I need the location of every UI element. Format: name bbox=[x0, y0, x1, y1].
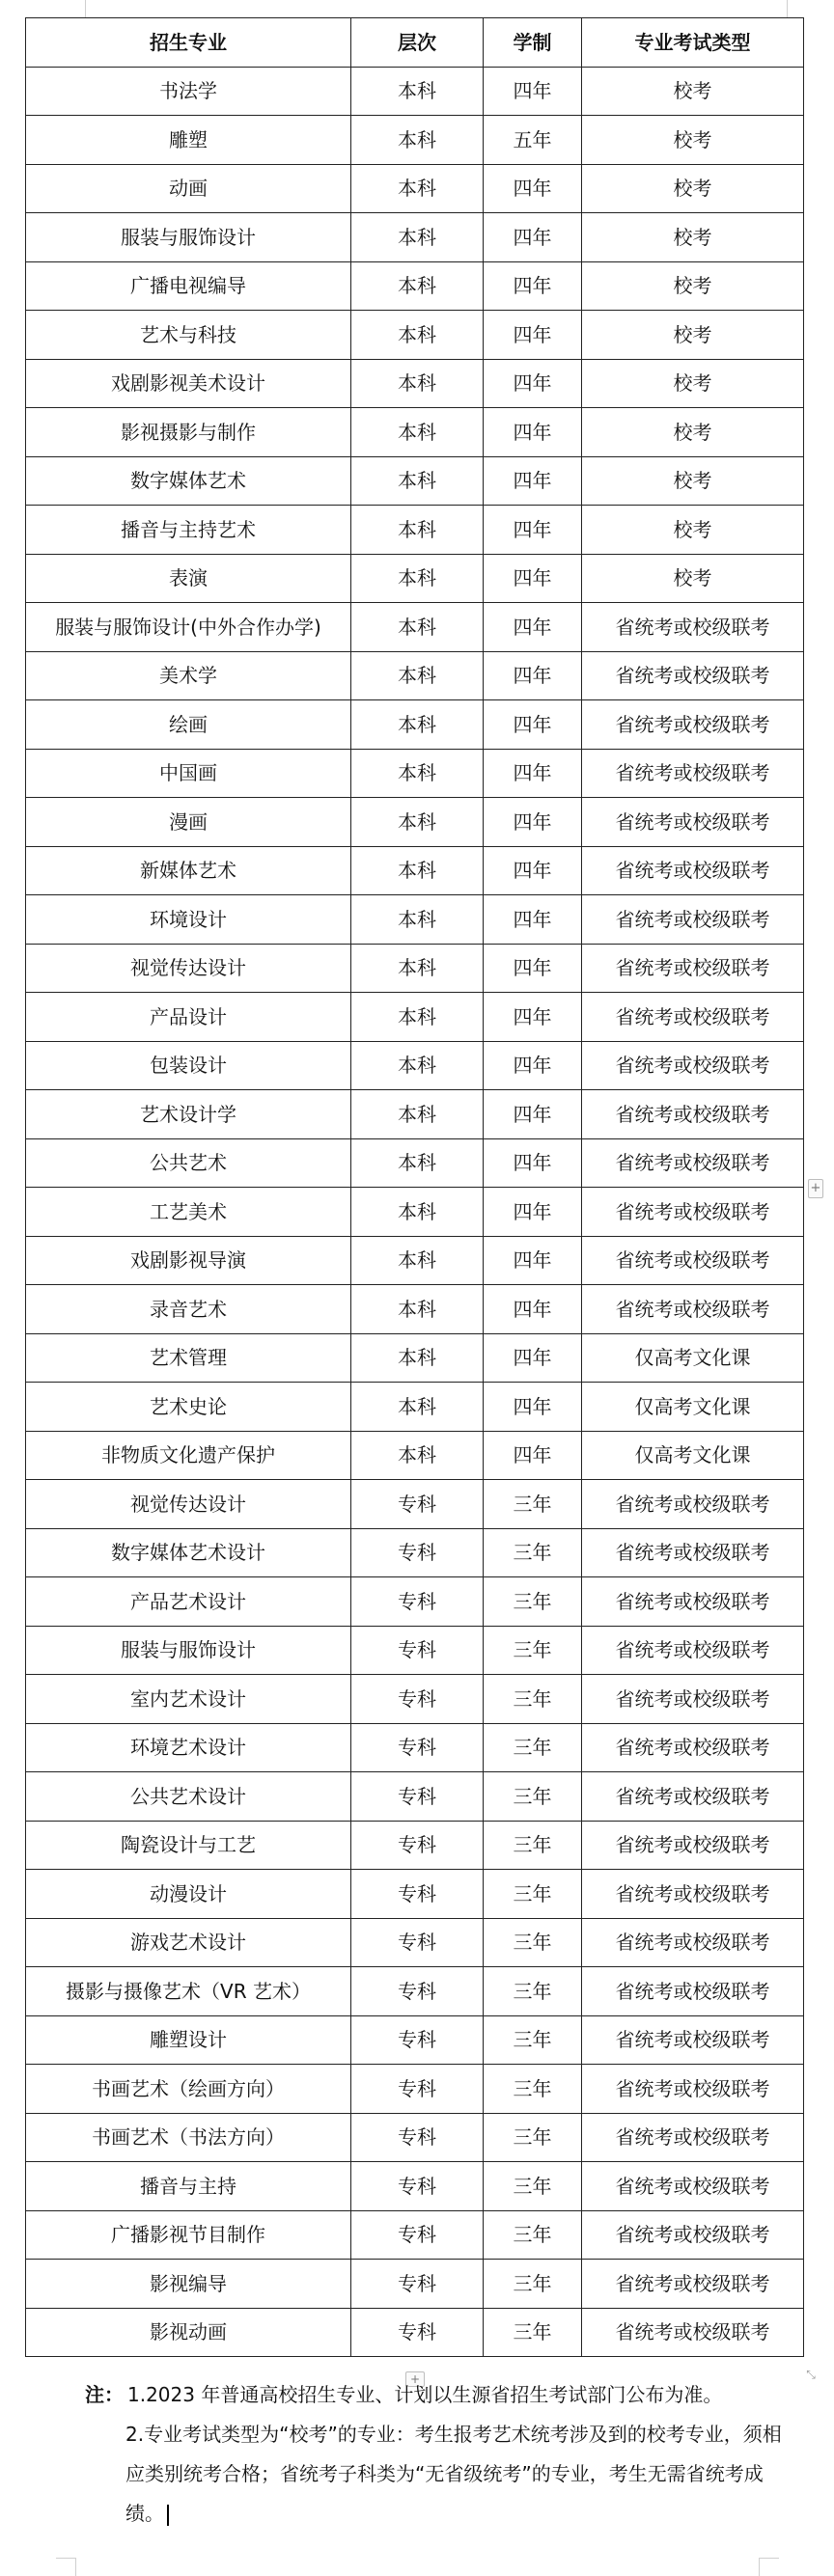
level-cell[interactable]: 本科 bbox=[351, 700, 484, 750]
table-row bbox=[26, 1041, 804, 1090]
exam-type-cell[interactable]: 省统考或校级联考 bbox=[582, 1918, 804, 1967]
duration-cell[interactable]: 三年 bbox=[484, 2210, 582, 2260]
duration-cell[interactable]: 四年 bbox=[484, 749, 582, 798]
level-cell[interactable]: 专科 bbox=[351, 2210, 484, 2260]
exam-type-cell[interactable]: 省统考或校级联考 bbox=[582, 1528, 804, 1577]
exam-type-cell[interactable]: 省统考或校级联考 bbox=[582, 2162, 804, 2211]
exam-type-cell[interactable]: 省统考或校级联考 bbox=[582, 798, 804, 847]
table-row bbox=[26, 1090, 804, 1139]
major-cell[interactable]: 广播电视编导 bbox=[26, 261, 351, 311]
duration-cell[interactable]: 三年 bbox=[484, 2113, 582, 2162]
table-row bbox=[26, 2308, 804, 2357]
level-cell[interactable]: 本科 bbox=[351, 993, 484, 1042]
duration-cell[interactable]: 四年 bbox=[484, 359, 582, 408]
text-cursor bbox=[167, 2505, 169, 2526]
major-cell[interactable]: 公共艺术设计 bbox=[26, 1772, 351, 1822]
exam-type-cell[interactable]: 仅高考文化课 bbox=[582, 1333, 804, 1383]
duration-cell[interactable]: 四年 bbox=[484, 1285, 582, 1334]
major-cell[interactable]: 艺术设计学 bbox=[26, 1090, 351, 1139]
exam-type-cell[interactable]: 校考 bbox=[582, 67, 804, 116]
major-cell[interactable]: 产品艺术设计 bbox=[26, 1577, 351, 1627]
duration-cell[interactable]: 三年 bbox=[484, 1675, 582, 1724]
major-cell[interactable]: 影视编导 bbox=[26, 2260, 351, 2309]
margin-guide-right bbox=[787, 0, 788, 17]
duration-cell[interactable]: 三年 bbox=[484, 1723, 582, 1772]
level-cell[interactable]: 本科 bbox=[351, 554, 484, 603]
level-cell[interactable]: 本科 bbox=[351, 261, 484, 311]
table-row bbox=[26, 1821, 804, 1870]
exam-type-cell[interactable]: 省统考或校级联考 bbox=[582, 2015, 804, 2065]
exam-type-cell[interactable]: 省统考或校级联考 bbox=[582, 1870, 804, 1919]
table-row bbox=[26, 798, 804, 847]
exam-type-cell[interactable]: 省统考或校级联考 bbox=[582, 1480, 804, 1529]
level-cell[interactable]: 本科 bbox=[351, 798, 484, 847]
major-cell[interactable]: 书画艺术（书法方向） bbox=[26, 2113, 351, 2162]
duration-cell[interactable]: 四年 bbox=[484, 554, 582, 603]
header-level[interactable]: 层次 bbox=[351, 18, 484, 68]
table-row bbox=[26, 1675, 804, 1724]
header-major[interactable]: 招生专业 bbox=[26, 18, 351, 68]
major-cell[interactable]: 新媒体艺术 bbox=[26, 846, 351, 895]
duration-cell[interactable]: 四年 bbox=[484, 67, 582, 116]
exam-type-cell[interactable]: 省统考或校级联考 bbox=[582, 603, 804, 652]
table-row bbox=[26, 116, 804, 165]
table-row bbox=[26, 1285, 804, 1334]
table-row bbox=[26, 1188, 804, 1237]
exam-type-cell[interactable]: 省统考或校级联考 bbox=[582, 944, 804, 993]
table-row bbox=[26, 164, 804, 213]
major-cell[interactable]: 产品设计 bbox=[26, 993, 351, 1042]
level-cell[interactable]: 专科 bbox=[351, 2260, 484, 2309]
duration-cell[interactable]: 三年 bbox=[484, 1626, 582, 1675]
major-cell[interactable]: 广播影视节目制作 bbox=[26, 2210, 351, 2260]
exam-type-cell[interactable]: 校考 bbox=[582, 456, 804, 506]
duration-cell[interactable]: 三年 bbox=[484, 1967, 582, 2016]
major-cell[interactable]: 播音与主持艺术 bbox=[26, 506, 351, 555]
exam-type-cell[interactable]: 校考 bbox=[582, 164, 804, 213]
major-cell[interactable]: 中国画 bbox=[26, 749, 351, 798]
major-cell[interactable]: 工艺美术 bbox=[26, 1188, 351, 1237]
level-cell[interactable]: 专科 bbox=[351, 2065, 484, 2114]
duration-cell[interactable]: 四年 bbox=[484, 1188, 582, 1237]
major-cell[interactable]: 包装设计 bbox=[26, 1041, 351, 1090]
duration-cell[interactable]: 四年 bbox=[484, 846, 582, 895]
level-cell[interactable]: 本科 bbox=[351, 603, 484, 652]
level-cell[interactable]: 本科 bbox=[351, 1090, 484, 1139]
level-cell[interactable]: 本科 bbox=[351, 311, 484, 360]
level-cell[interactable]: 本科 bbox=[351, 1041, 484, 1090]
major-cell[interactable]: 非物质文化遗产保护 bbox=[26, 1431, 351, 1480]
level-cell[interactable]: 本科 bbox=[351, 1431, 484, 1480]
table-row bbox=[26, 1772, 804, 1822]
duration-cell[interactable]: 四年 bbox=[484, 1138, 582, 1188]
duration-cell[interactable]: 四年 bbox=[484, 164, 582, 213]
level-cell[interactable]: 专科 bbox=[351, 2113, 484, 2162]
exam-type-cell[interactable]: 省统考或校级联考 bbox=[582, 1772, 804, 1822]
level-cell[interactable]: 专科 bbox=[351, 2162, 484, 2211]
table-row bbox=[26, 213, 804, 262]
level-cell[interactable]: 专科 bbox=[351, 1723, 484, 1772]
major-cell[interactable]: 服装与服饰设计 bbox=[26, 1626, 351, 1675]
major-cell[interactable]: 绘画 bbox=[26, 700, 351, 750]
level-cell[interactable]: 本科 bbox=[351, 1383, 484, 1432]
major-cell[interactable]: 游戏艺术设计 bbox=[26, 1918, 351, 1967]
duration-cell[interactable]: 三年 bbox=[484, 1577, 582, 1627]
major-cell[interactable]: 雕塑设计 bbox=[26, 2015, 351, 2065]
major-cell[interactable]: 戏剧影视导演 bbox=[26, 1236, 351, 1285]
level-cell[interactable]: 本科 bbox=[351, 846, 484, 895]
duration-cell[interactable]: 四年 bbox=[484, 1333, 582, 1383]
major-cell[interactable]: 摄影与摄像艺术（VR 艺术） bbox=[26, 1967, 351, 2016]
exam-type-cell[interactable]: 省统考或校级联考 bbox=[582, 1188, 804, 1237]
add-column-icon[interactable]: + bbox=[808, 1179, 823, 1198]
duration-cell[interactable]: 四年 bbox=[484, 993, 582, 1042]
duration-cell[interactable]: 四年 bbox=[484, 1431, 582, 1480]
level-cell[interactable]: 专科 bbox=[351, 1675, 484, 1724]
duration-cell[interactable]: 四年 bbox=[484, 311, 582, 360]
major-cell[interactable]: 视觉传达设计 bbox=[26, 944, 351, 993]
table-row bbox=[26, 603, 804, 652]
table-row bbox=[26, 651, 804, 700]
table-body bbox=[26, 67, 804, 2357]
duration-cell[interactable]: 三年 bbox=[484, 1821, 582, 1870]
note-line-2 bbox=[85, 2415, 799, 2534]
major-cell[interactable]: 表演 bbox=[26, 554, 351, 603]
level-cell[interactable]: 本科 bbox=[351, 944, 484, 993]
table-resize-icon[interactable]: ⤡ bbox=[806, 2368, 816, 2381]
page-corner-mark-left bbox=[56, 2558, 76, 2576]
exam-type-cell[interactable]: 校考 bbox=[582, 116, 804, 165]
major-cell[interactable]: 书法学 bbox=[26, 67, 351, 116]
duration-cell[interactable]: 四年 bbox=[484, 1041, 582, 1090]
level-cell[interactable]: 专科 bbox=[351, 1918, 484, 1967]
exam-type-cell[interactable]: 仅高考文化课 bbox=[582, 1431, 804, 1480]
level-cell[interactable]: 本科 bbox=[351, 506, 484, 555]
major-cell[interactable]: 录音艺术 bbox=[26, 1285, 351, 1334]
duration-cell[interactable]: 三年 bbox=[484, 1870, 582, 1919]
duration-cell[interactable]: 四年 bbox=[484, 213, 582, 262]
exam-type-cell[interactable]: 省统考或校级联考 bbox=[582, 895, 804, 945]
duration-cell[interactable]: 三年 bbox=[484, 2065, 582, 2114]
level-cell[interactable]: 专科 bbox=[351, 1821, 484, 1870]
exam-type-cell[interactable]: 省统考或校级联考 bbox=[582, 1723, 804, 1772]
note-2-text: 2.专业考试类型为“校考”的专业：考生报考艺术统考涉及到的校考专业，须相应类别统考合格；省统考子科类为“无省级统考”的专业，考生无需省统考成绩。 bbox=[125, 2423, 782, 2525]
majors-table[interactable] bbox=[25, 17, 804, 2357]
exam-type-cell[interactable]: 省统考或校级联考 bbox=[582, 700, 804, 750]
exam-type-cell[interactable]: 校考 bbox=[582, 213, 804, 262]
exam-type-cell[interactable]: 省统考或校级联考 bbox=[582, 1675, 804, 1724]
exam-type-cell[interactable]: 省统考或校级联考 bbox=[582, 749, 804, 798]
duration-cell[interactable]: 四年 bbox=[484, 261, 582, 311]
note-label: 注： bbox=[85, 2383, 124, 2406]
duration-cell[interactable]: 四年 bbox=[484, 506, 582, 555]
level-cell[interactable]: 本科 bbox=[351, 1236, 484, 1285]
table-row bbox=[26, 261, 804, 311]
exam-type-cell[interactable]: 省统考或校级联考 bbox=[582, 1626, 804, 1675]
major-cell[interactable]: 服装与服饰设计(中外合作办学) bbox=[26, 603, 351, 652]
table-row bbox=[26, 2065, 804, 2114]
exam-type-cell[interactable]: 省统考或校级联考 bbox=[582, 1090, 804, 1139]
table-row bbox=[26, 1918, 804, 1967]
major-cell[interactable]: 环境艺术设计 bbox=[26, 1723, 351, 1772]
exam-type-cell[interactable]: 省统考或校级联考 bbox=[582, 1138, 804, 1188]
table-row bbox=[26, 2210, 804, 2260]
table-row bbox=[26, 1383, 804, 1432]
exam-type-cell[interactable]: 仅高考文化课 bbox=[582, 1383, 804, 1432]
duration-cell[interactable]: 三年 bbox=[484, 2260, 582, 2309]
major-cell[interactable]: 影视摄影与制作 bbox=[26, 408, 351, 457]
duration-cell[interactable]: 四年 bbox=[484, 1383, 582, 1432]
level-cell[interactable]: 专科 bbox=[351, 2308, 484, 2357]
table-row bbox=[26, 1431, 804, 1480]
major-cell[interactable]: 动漫设计 bbox=[26, 1870, 351, 1919]
table-row bbox=[26, 1626, 804, 1675]
major-cell[interactable]: 公共艺术 bbox=[26, 1138, 351, 1188]
major-cell[interactable]: 美术学 bbox=[26, 651, 351, 700]
table-row bbox=[26, 700, 804, 750]
header-exam-type[interactable]: 专业考试类型 bbox=[582, 18, 804, 68]
level-cell[interactable]: 本科 bbox=[351, 895, 484, 945]
exam-type-cell[interactable]: 校考 bbox=[582, 506, 804, 555]
table-row bbox=[26, 993, 804, 1042]
exam-type-cell[interactable]: 省统考或校级联考 bbox=[582, 2113, 804, 2162]
exam-type-cell[interactable]: 省统考或校级联考 bbox=[582, 993, 804, 1042]
exam-type-cell[interactable]: 省统考或校级联考 bbox=[582, 1041, 804, 1090]
major-cell[interactable]: 艺术史论 bbox=[26, 1383, 351, 1432]
table-row bbox=[26, 895, 804, 945]
major-cell[interactable]: 艺术与科技 bbox=[26, 311, 351, 360]
page-corner-mark-right bbox=[759, 2558, 779, 2576]
exam-type-cell[interactable]: 省统考或校级联考 bbox=[582, 1236, 804, 1285]
duration-cell[interactable]: 四年 bbox=[484, 700, 582, 750]
duration-cell[interactable]: 三年 bbox=[484, 1528, 582, 1577]
major-cell[interactable]: 数字媒体艺术 bbox=[26, 456, 351, 506]
table-row bbox=[26, 506, 804, 555]
duration-cell[interactable]: 四年 bbox=[484, 798, 582, 847]
major-cell[interactable]: 影视动画 bbox=[26, 2308, 351, 2357]
table-row bbox=[26, 1577, 804, 1627]
table-row bbox=[26, 749, 804, 798]
level-cell[interactable]: 本科 bbox=[351, 1333, 484, 1383]
major-cell[interactable]: 戏剧影视美术设计 bbox=[26, 359, 351, 408]
exam-type-cell[interactable]: 省统考或校级联考 bbox=[582, 2308, 804, 2357]
table-row bbox=[26, 359, 804, 408]
table-row bbox=[26, 2015, 804, 2065]
major-cell[interactable]: 播音与主持 bbox=[26, 2162, 351, 2211]
table-row bbox=[26, 67, 804, 116]
table-row bbox=[26, 846, 804, 895]
margin-guide-left bbox=[85, 0, 86, 17]
note-line-1 bbox=[85, 2375, 799, 2415]
table-row bbox=[26, 1236, 804, 1285]
level-cell[interactable]: 专科 bbox=[351, 2015, 484, 2065]
level-cell[interactable]: 本科 bbox=[351, 1138, 484, 1188]
duration-cell[interactable]: 三年 bbox=[484, 1772, 582, 1822]
duration-cell[interactable]: 四年 bbox=[484, 651, 582, 700]
level-cell[interactable]: 本科 bbox=[351, 408, 484, 457]
major-cell[interactable]: 数字媒体艺术设计 bbox=[26, 1528, 351, 1577]
exam-type-cell[interactable]: 校考 bbox=[582, 554, 804, 603]
exam-type-cell[interactable]: 省统考或校级联考 bbox=[582, 1967, 804, 2016]
level-cell[interactable]: 本科 bbox=[351, 1188, 484, 1237]
level-cell[interactable]: 本科 bbox=[351, 749, 484, 798]
duration-cell[interactable]: 四年 bbox=[484, 603, 582, 652]
exam-type-cell[interactable]: 省统考或校级联考 bbox=[582, 2260, 804, 2309]
level-cell[interactable]: 专科 bbox=[351, 1772, 484, 1822]
major-cell[interactable]: 雕塑 bbox=[26, 116, 351, 165]
duration-cell[interactable]: 三年 bbox=[484, 2308, 582, 2357]
major-cell[interactable]: 环境设计 bbox=[26, 895, 351, 945]
duration-cell[interactable]: 四年 bbox=[484, 408, 582, 457]
exam-type-cell[interactable]: 省统考或校级联考 bbox=[582, 1821, 804, 1870]
major-cell[interactable]: 室内艺术设计 bbox=[26, 1675, 351, 1724]
level-cell[interactable]: 本科 bbox=[351, 164, 484, 213]
exam-type-cell[interactable]: 校考 bbox=[582, 408, 804, 457]
major-cell[interactable]: 服装与服饰设计 bbox=[26, 213, 351, 262]
exam-type-cell[interactable]: 校考 bbox=[582, 261, 804, 311]
major-cell[interactable]: 动画 bbox=[26, 164, 351, 213]
duration-cell[interactable]: 四年 bbox=[484, 944, 582, 993]
major-cell[interactable]: 陶瓷设计与工艺 bbox=[26, 1821, 351, 1870]
exam-type-cell[interactable]: 省统考或校级联考 bbox=[582, 1577, 804, 1627]
duration-cell[interactable]: 四年 bbox=[484, 1236, 582, 1285]
major-cell[interactable]: 视觉传达设计 bbox=[26, 1480, 351, 1529]
duration-cell[interactable]: 五年 bbox=[484, 116, 582, 165]
major-cell[interactable]: 艺术管理 bbox=[26, 1333, 351, 1383]
table-row bbox=[26, 1333, 804, 1383]
table-row bbox=[26, 2260, 804, 2309]
duration-cell[interactable]: 三年 bbox=[484, 2015, 582, 2065]
duration-cell[interactable]: 三年 bbox=[484, 1480, 582, 1529]
table-row bbox=[26, 408, 804, 457]
table-row bbox=[26, 554, 804, 603]
table-row bbox=[26, 456, 804, 506]
level-cell[interactable]: 专科 bbox=[351, 1528, 484, 1577]
level-cell[interactable]: 专科 bbox=[351, 1870, 484, 1919]
exam-type-cell[interactable]: 省统考或校级联考 bbox=[582, 1285, 804, 1334]
level-cell[interactable]: 本科 bbox=[351, 359, 484, 408]
major-cell[interactable]: 书画艺术（绘画方向） bbox=[26, 2065, 351, 2114]
table-row bbox=[26, 2162, 804, 2211]
exam-type-cell[interactable]: 省统考或校级联考 bbox=[582, 2210, 804, 2260]
header-duration[interactable]: 学制 bbox=[484, 18, 582, 68]
table-row bbox=[26, 1723, 804, 1772]
exam-type-cell[interactable]: 省统考或校级联考 bbox=[582, 846, 804, 895]
table-row bbox=[26, 311, 804, 360]
table-row bbox=[26, 944, 804, 993]
table-header-row bbox=[26, 18, 804, 68]
level-cell[interactable]: 本科 bbox=[351, 213, 484, 262]
table-row bbox=[26, 1870, 804, 1919]
table-row bbox=[26, 2113, 804, 2162]
major-cell[interactable]: 漫画 bbox=[26, 798, 351, 847]
level-cell[interactable]: 本科 bbox=[351, 116, 484, 165]
exam-type-cell[interactable]: 校考 bbox=[582, 359, 804, 408]
notes-section[interactable] bbox=[85, 2375, 799, 2534]
exam-type-cell[interactable]: 校考 bbox=[582, 311, 804, 360]
table-row bbox=[26, 1138, 804, 1188]
table-row bbox=[26, 1480, 804, 1529]
table-row bbox=[26, 1528, 804, 1577]
duration-cell[interactable]: 四年 bbox=[484, 895, 582, 945]
note-1-text: 1.2023 年普通高校招生专业、计划以生源省招生考试部门公布为准。 bbox=[127, 2383, 723, 2406]
level-cell[interactable]: 专科 bbox=[351, 1967, 484, 2016]
level-cell[interactable]: 专科 bbox=[351, 1577, 484, 1627]
level-cell[interactable]: 本科 bbox=[351, 1285, 484, 1334]
duration-cell[interactable]: 四年 bbox=[484, 456, 582, 506]
table-row bbox=[26, 1967, 804, 2016]
level-cell[interactable]: 专科 bbox=[351, 1480, 484, 1529]
duration-cell[interactable]: 四年 bbox=[484, 1090, 582, 1139]
level-cell[interactable]: 专科 bbox=[351, 1626, 484, 1675]
duration-cell[interactable]: 三年 bbox=[484, 1918, 582, 1967]
level-cell[interactable]: 本科 bbox=[351, 456, 484, 506]
add-row-icon[interactable]: + bbox=[405, 2371, 425, 2387]
exam-type-cell[interactable]: 省统考或校级联考 bbox=[582, 651, 804, 700]
level-cell[interactable]: 本科 bbox=[351, 651, 484, 700]
exam-type-cell[interactable]: 省统考或校级联考 bbox=[582, 2065, 804, 2114]
level-cell[interactable]: 本科 bbox=[351, 67, 484, 116]
duration-cell[interactable]: 三年 bbox=[484, 2162, 582, 2211]
